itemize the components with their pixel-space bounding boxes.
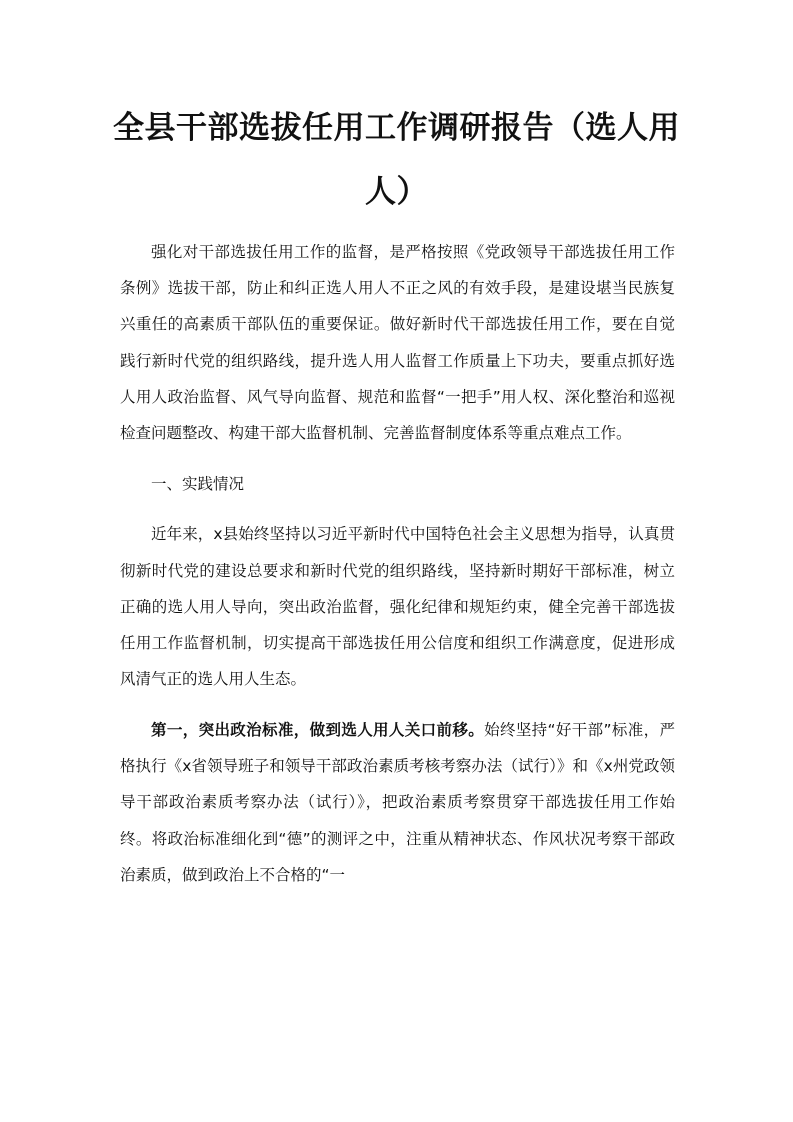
paragraph-recent-years: [120, 516, 675, 697]
document-title: 全县干部选拔任用工作调研报告（选人用人）: [113, 110, 680, 210]
paragraph-lead-bold: 第一，突出政治标准，做到选人用人关口前移。: [151, 720, 485, 739]
section-heading-practice: [120, 466, 675, 502]
paragraph-first-point: [120, 712, 675, 893]
paragraph-text: 始终坚持“好干部”标准，严格执行《x省领导班子和领导干部政治素质考核考察办法（试行）》和《x州党政领导干部政治素质考察办法（试行）》，把政治素质考察贯穿干部选拔任用工作始终。将政治标准细化到“德”的测评之中，注重从精神状态、作风状况考察干部政治素质，做到政治上不合格的“一: [120, 720, 675, 884]
paragraph-intro: [120, 234, 675, 451]
paragraph-text: 近年来，x县始终坚持以习近平新时代中国特色社会主义思想为指导，认真贯彻新时代党的建设总要求和新时代党的组织路线，坚持新时期好干部标准，树立正确的选人用人导向，突出政治监督，强化纪律和规矩约束，健全完善干部选拔任用工作监督机制，切实提高干部选拔任用公信度和组织工作满意度，促进形成风清气正的选人用人生态。: [120, 525, 675, 689]
section-heading-text: 一、实践情况: [151, 474, 245, 493]
paragraph-text: 强化对干部选拔任用工作的监督，是严格按照《党政领导干部选拔任用工作条例》选拔干部，防止和纠正选人用人不正之风的有效手段，是建设堪当民族复兴重任的高素质干部队伍的重要保证。做好新时代干部选拔任用工作，要在自觉践行新时代党的组织路线，提升选人用人监督工作质量上下功夫，要重点抓好选人用人政治监督、风气导向监督、规范和监督“一把手”用人权、深化整治和巡视检查问题整改、构建干部大监督机制、完善监督制度体系等重点难点工作。: [120, 243, 675, 443]
document-body: [120, 234, 675, 893]
